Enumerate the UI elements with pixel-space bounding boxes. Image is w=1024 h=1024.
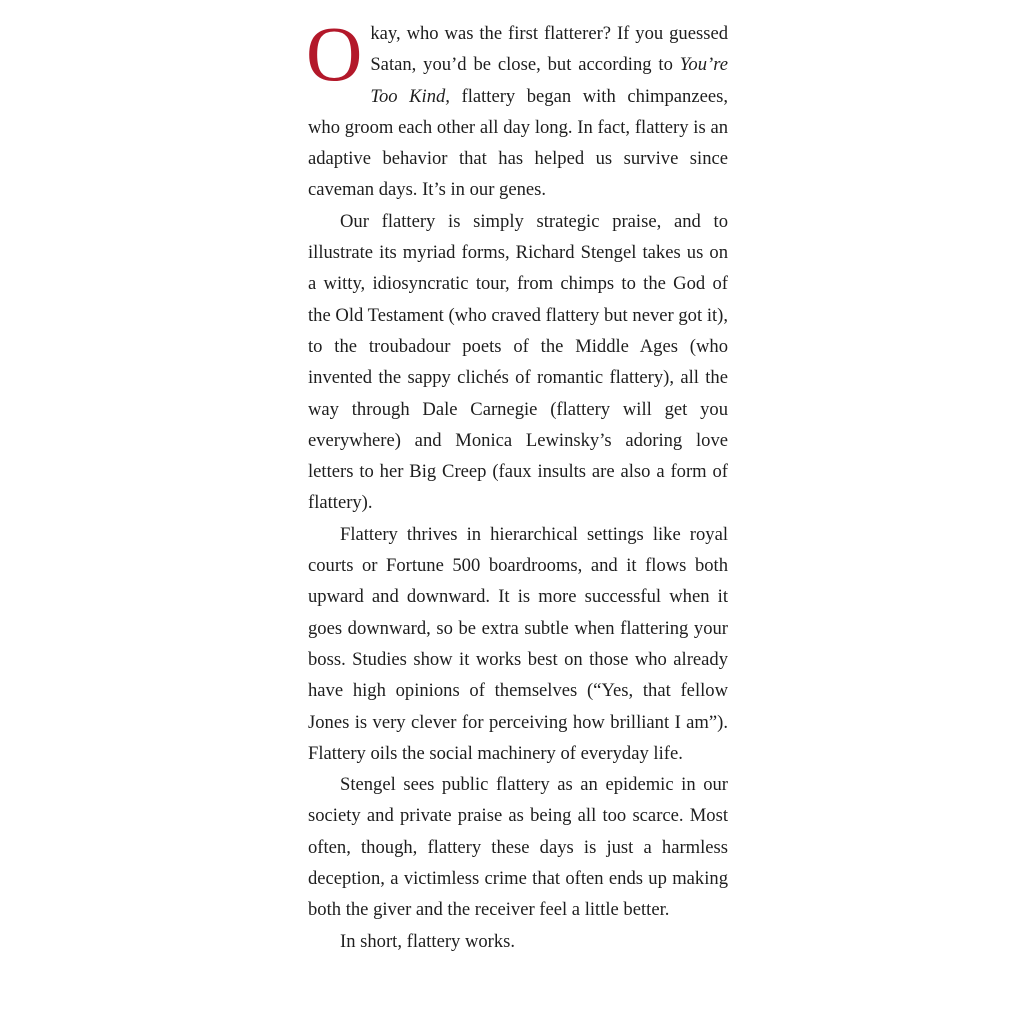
paragraph-3: Flattery thrives in hierarchical settings like royal courts or Fortune 500 boardrooms, and it flows both upward and downward. It is more successful when it goes downward, so be extra subtle when flattering your boss. Studies show it works best on those who already have high opinions of themselves (“Yes, that fellow Jones is very clever for perceiving how brilliant I am”). Flattery oils the social machinery of everyday life.	[308, 523, 728, 764]
paragraph-4: Stengel sees public flattery as an epidemic in our society and private praise as being all too scarce. Most often, though, flattery these days is just a harmless deception, a victimless crime that often ends up making both the giver and the receiver feel a little better.	[308, 774, 728, 921]
paragraph-1-rest: flattery began with chimpanzees, who groom each other all day long. In fact, flattery is an adaptive behavior that has helped us survive since caveman days. It’s in our genes.	[308, 85, 729, 201]
paragraph-5: In short, flattery works.	[340, 930, 516, 952]
paragraph-1	[306, 10, 729, 206]
drop-cap: O	[306, 10, 363, 97]
book-title: You’re Too Kind,	[370, 54, 728, 107]
paragraph-1-lead: kay, who was the first flatterer? If you guessed Satan, you’d be close, but according to	[370, 23, 728, 76]
paragraph-2: Our flattery is simply strategic praise, and to illustrate its myriad forms, Richard Stengel takes us on a witty, idiosyncratic tour, from chimps to the God of the Old Testament (who craved flattery but never got it), to the troubadour poets of the Middle Ages (who invented the sappy clichés of romantic flattery), all the way through Dale Carnegie (flattery will get you everywhere) and Monica Lewinsky’s adoring love letters to her Big Creep (faux insults are also a form of flattery).	[308, 210, 728, 514]
text-column	[306, 10, 729, 957]
